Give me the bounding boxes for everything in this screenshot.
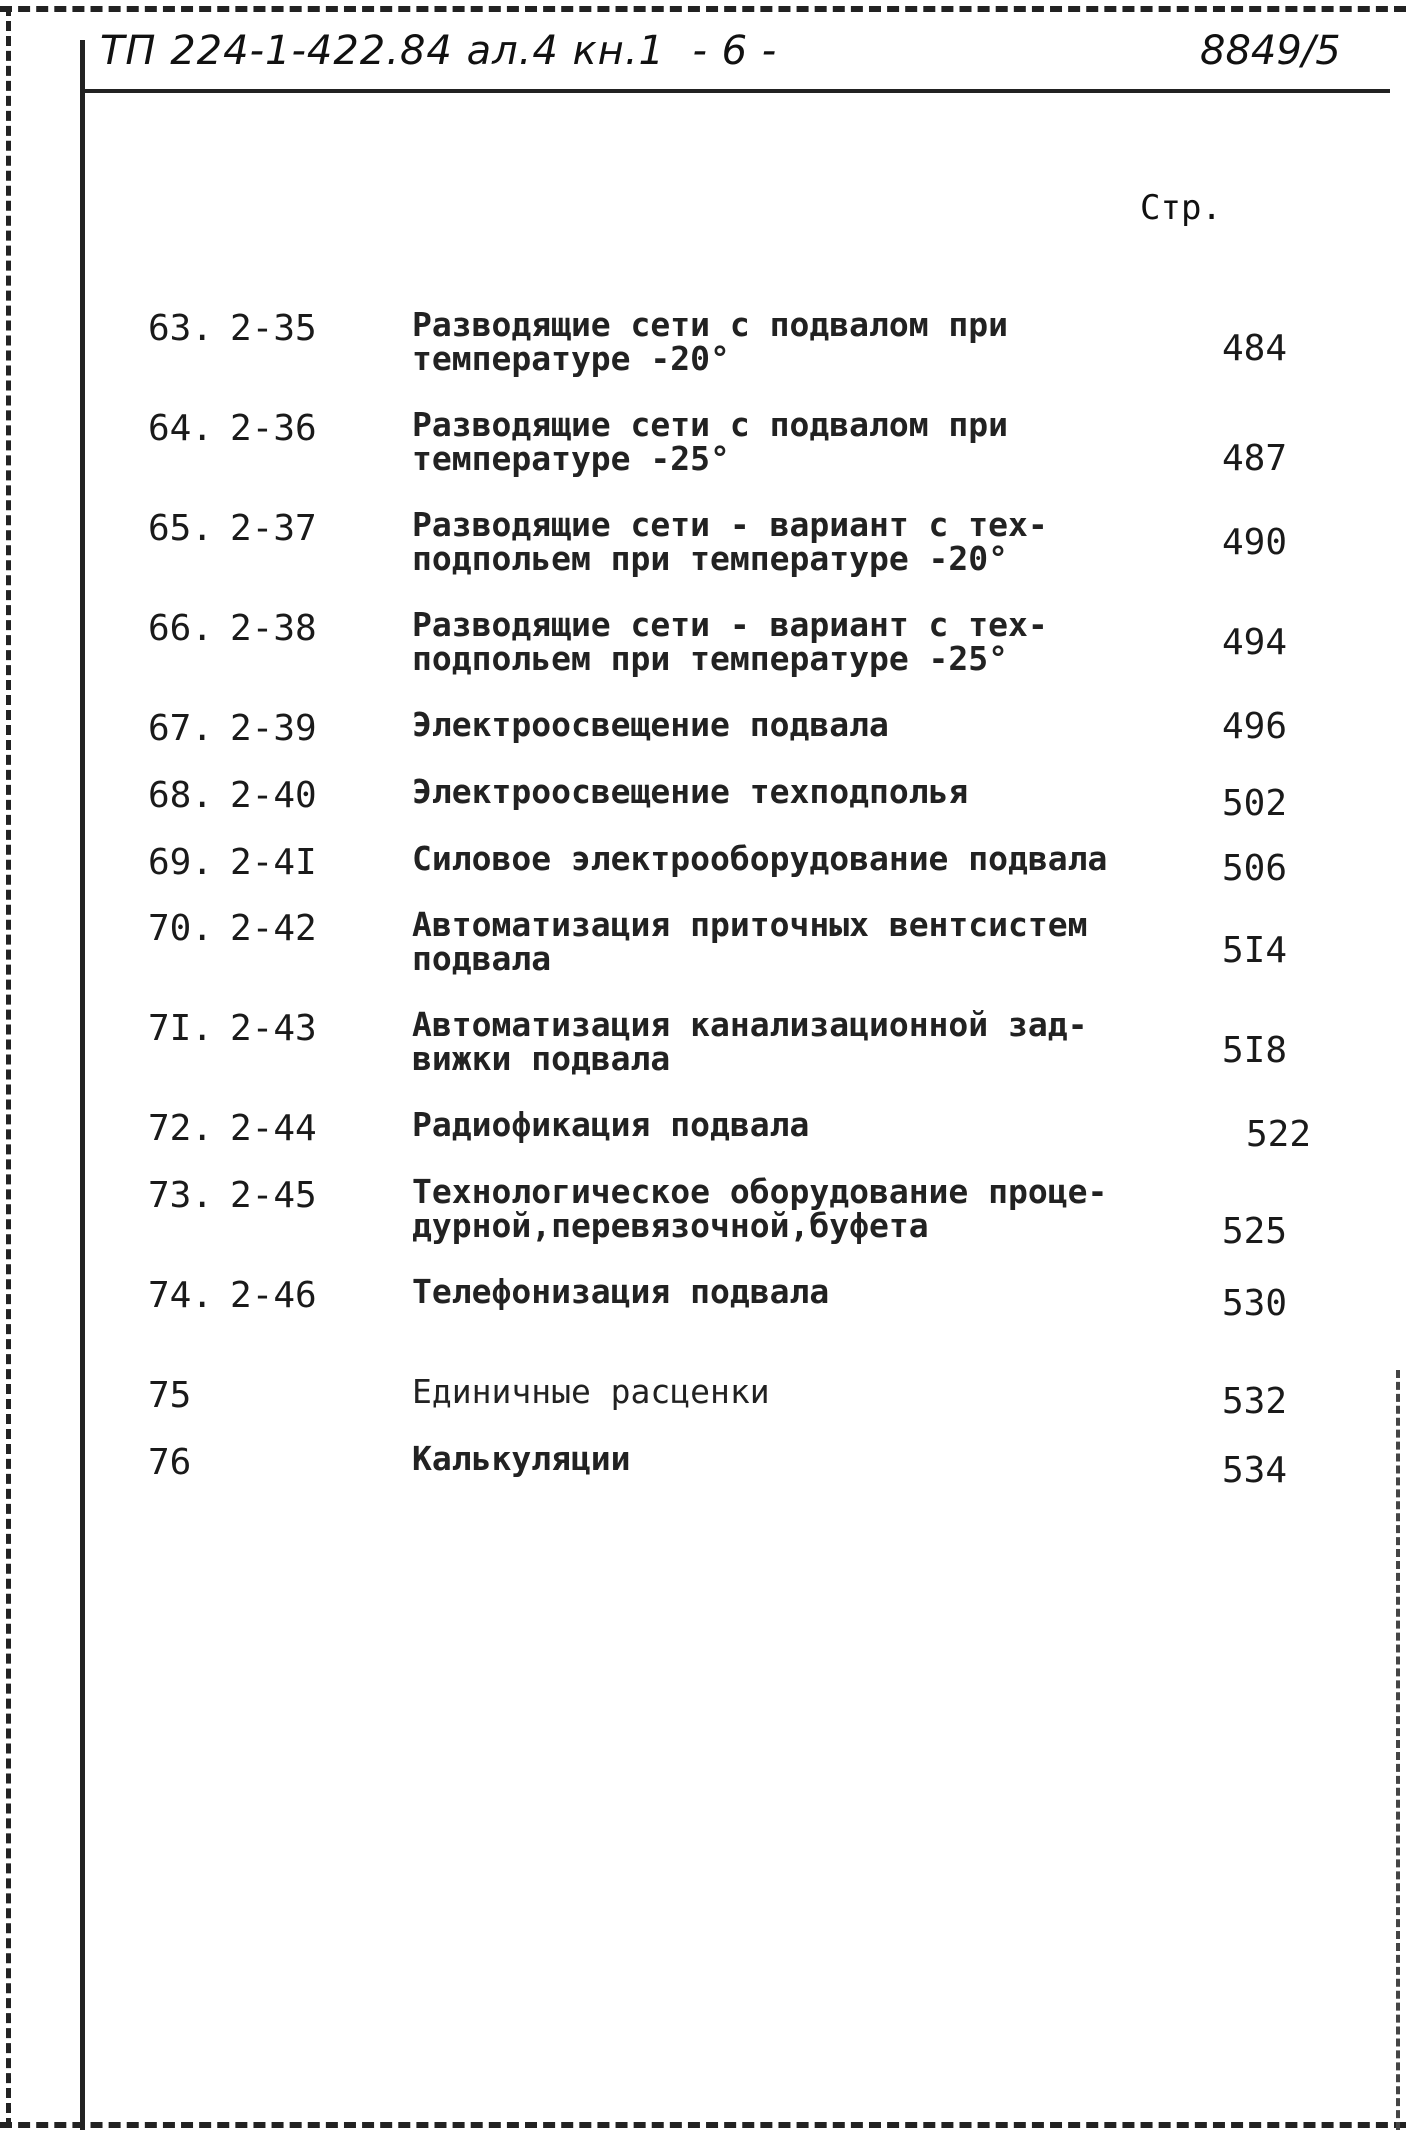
entry-title: Автоматизация приточных вентсистем подвала: [412, 905, 1088, 978]
entry-title: Силовое электрооборудование подвала: [412, 839, 1108, 878]
page-marker: - 6 -: [692, 28, 778, 74]
entry-page: 522: [1246, 1114, 1312, 1155]
entry-code: 2-35: [230, 308, 317, 349]
entry-page: 506: [1222, 848, 1288, 889]
entry-code: 2-37: [230, 508, 317, 549]
binding-margin-line: [80, 40, 85, 2130]
entry-number: 76: [148, 1442, 192, 1483]
entry-number: 67.: [148, 708, 214, 749]
entry-code: 2-36: [230, 408, 317, 449]
entry-title: Телефонизация подвала: [412, 1272, 830, 1311]
entry-code: 2-43: [230, 1008, 317, 1049]
entry-number: 70.: [148, 908, 214, 949]
entry-code: 2-46: [230, 1275, 317, 1316]
frame-top-border: [0, 6, 1406, 12]
entry-title: Калькуляции: [412, 1439, 631, 1478]
entry-code: 2-39: [230, 708, 317, 749]
entry-code: 2-40: [230, 775, 317, 816]
page-column-header: Стр.: [1140, 188, 1222, 228]
entry-page: 502: [1222, 783, 1288, 824]
entry-page: 525: [1222, 1211, 1288, 1252]
entry-code: 2-38: [230, 608, 317, 649]
entry-page: 534: [1222, 1450, 1288, 1491]
entry-number: 69.: [148, 842, 214, 883]
entry-number: 72.: [148, 1108, 214, 1149]
entry-number: 75: [148, 1375, 192, 1416]
entry-page: 5I8: [1222, 1030, 1288, 1071]
entry-title: Разводящие сети - вариант с тех- подпольем при температуре -20°: [412, 505, 1048, 578]
frame-bottom-border: [0, 2122, 1406, 2128]
entry-number: 66.: [148, 608, 214, 649]
sheet-number: 8849/5: [1200, 28, 1341, 74]
entry-page: 494: [1222, 622, 1288, 663]
entry-page: 496: [1222, 706, 1288, 747]
entry-title: Электроосвещение техподполья: [412, 772, 969, 811]
entry-title: Разводящие сети с подвалом при температуре -20°: [412, 305, 1009, 378]
entry-title: Единичные расценки: [412, 1372, 770, 1411]
entry-page: 490: [1222, 522, 1288, 563]
entry-page: 5I4: [1222, 930, 1288, 971]
entry-title: Разводящие сети - вариант с тех- подпольем при температуре -25°: [412, 605, 1048, 678]
entry-page: 530: [1222, 1283, 1288, 1324]
entry-page: 484: [1222, 328, 1288, 369]
entry-title: Радиофикация подвала: [412, 1105, 810, 1144]
entry-number: 68.: [148, 775, 214, 816]
frame-left-border: [6, 6, 11, 2128]
entry-page: 532: [1222, 1381, 1288, 1422]
entry-code: 2-42: [230, 908, 317, 949]
entry-number: 64.: [148, 408, 214, 449]
entry-title: Технологическое оборудование проце- дурной,перевязочной,буфета: [412, 1172, 1108, 1245]
entry-number: 65.: [148, 508, 214, 549]
header-rule: [85, 89, 1390, 93]
document-code: [100, 28, 777, 74]
entry-title: Электроосвещение подвала: [412, 705, 889, 744]
entry-title: Автоматизация канализационной зад- вижки подвала: [412, 1005, 1088, 1078]
entry-number: 73.: [148, 1175, 214, 1216]
entry-number: 63.: [148, 308, 214, 349]
frame-right-border: [1396, 1370, 1400, 2130]
document-code-text: ТП 224-1-422.84 ал.4 кн.1: [100, 28, 665, 74]
entry-number: 7I.: [148, 1008, 214, 1049]
entry-page: 487: [1222, 438, 1288, 479]
entry-number: 74.: [148, 1275, 214, 1316]
entry-code: 2-4I: [230, 842, 317, 883]
entry-title: Разводящие сети с подвалом при температуре -25°: [412, 405, 1009, 478]
entry-code: 2-44: [230, 1108, 317, 1149]
entry-code: 2-45: [230, 1175, 317, 1216]
